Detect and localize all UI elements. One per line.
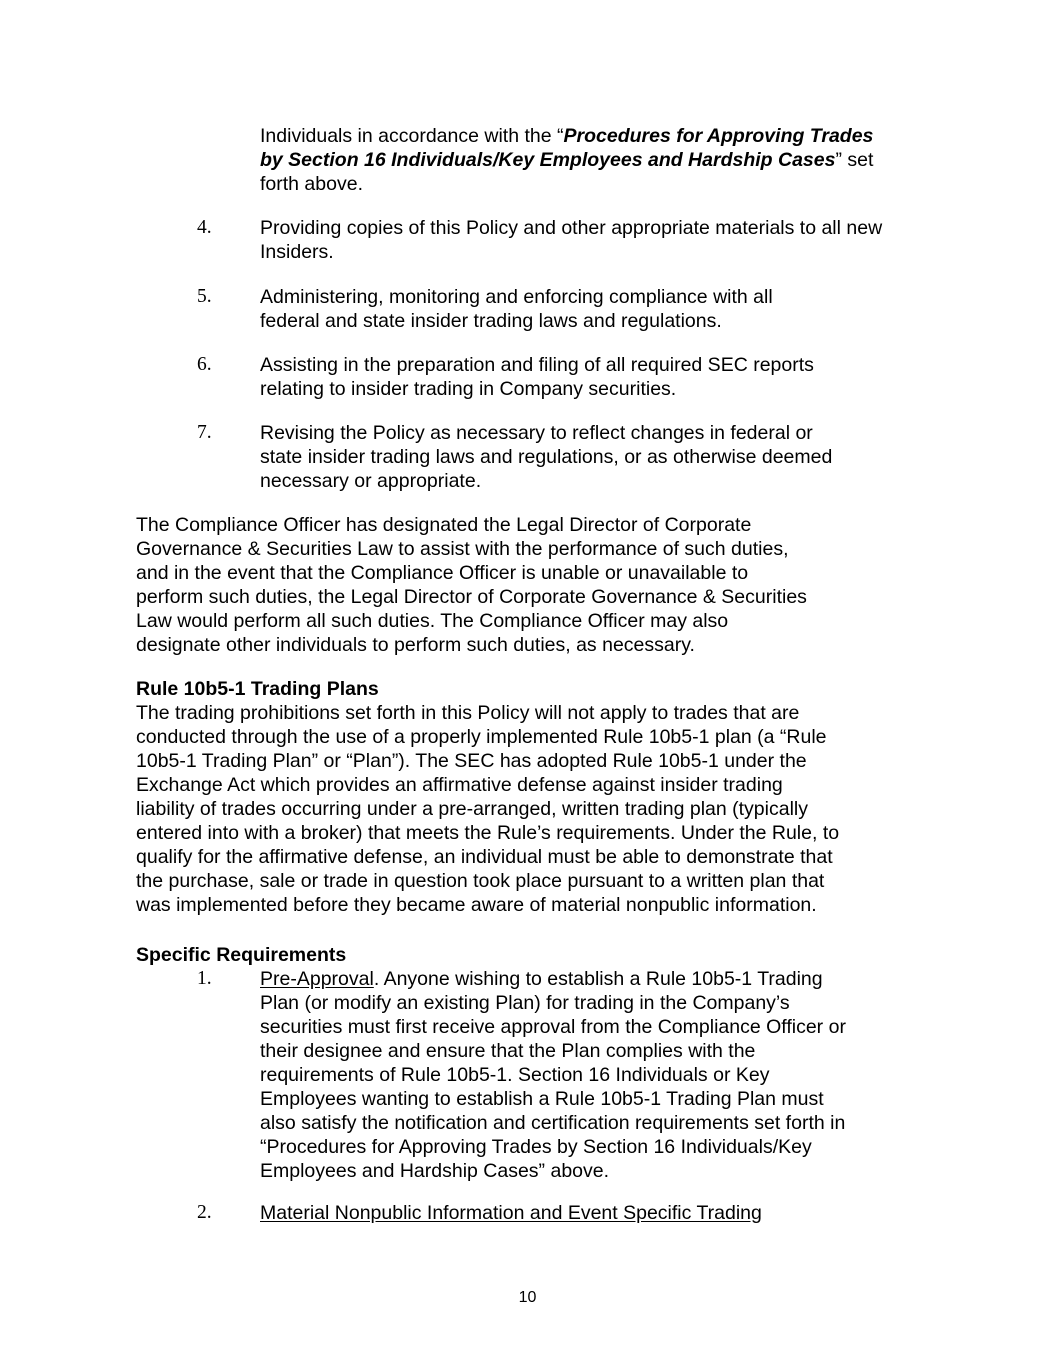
- continuation-paragraph: [260, 124, 873, 196]
- requirement-title: Material Nonpublic Information and Event Specific Trading: [260, 1202, 762, 1224]
- text-line: qualify for the affirmative defense, an individual must be able to demonstrate that: [136, 846, 833, 868]
- text-line: liability of trades occurring under a pre-arranged, written trading plan (typically: [136, 798, 808, 820]
- list-number: 4.: [197, 217, 212, 238]
- rule-10b5-1-section: [136, 677, 839, 917]
- list-number: 7.: [197, 422, 212, 443]
- requirement-title: Pre-Approval: [260, 968, 374, 990]
- text-line: state insider trading laws and regulations, or as otherwise deemed: [260, 446, 833, 468]
- text-fragment: ” set: [835, 149, 874, 171]
- text-line: “Procedures for Approving Trades by Section 16 Individuals/Key: [260, 1136, 812, 1158]
- text-line: forth above.: [260, 173, 363, 195]
- text-line: Plan (or modify an existing Plan) for trading in the Company’s: [260, 992, 790, 1014]
- procedures-reference-emphasis: Procedures for Approving Trades: [563, 125, 874, 147]
- list-number: 5.: [197, 286, 212, 307]
- text-line: federal and state insider trading laws and regulations.: [260, 310, 722, 332]
- text-line: Administering, monitoring and enforcing compliance with all: [260, 286, 773, 308]
- text-line: Governance & Securities Law to assist with the performance of such duties,: [136, 538, 789, 560]
- section-heading: Rule 10b5-1 Trading Plans: [136, 678, 379, 700]
- text-line: securities must first receive approval from the Compliance Officer or: [260, 1016, 846, 1038]
- text-line: The trading prohibitions set forth in this Policy will not apply to trades that are: [136, 702, 800, 724]
- text-line: 10b5-1 Trading Plan” or “Plan”). The SEC has adopted Rule 10b5-1 under the: [136, 750, 807, 772]
- text-line: entered into with a broker) that meets the Rule’s requirements. Under the Rule, to: [136, 822, 840, 844]
- specific-requirements-section: [136, 943, 346, 967]
- text-line: and in the event that the Compliance Officer is unable or unavailable to: [136, 562, 749, 584]
- text-line: Law would perform all such duties. The Compliance Officer may also: [136, 610, 729, 632]
- text-line: was implemented before they became aware of material nonpublic information.: [136, 894, 817, 916]
- text-line: perform such duties, the Legal Director of Corporate Governance & Securities: [136, 586, 807, 608]
- text-line: Exchange Act which provides an affirmative defense against insider trading: [136, 774, 783, 796]
- designation-paragraph: [136, 513, 807, 657]
- text-line: Providing copies of this Policy and other appropriate materials to all new: [260, 217, 883, 239]
- text-line: designate other individuals to perform such duties, as necessary.: [136, 634, 695, 656]
- procedures-reference-emphasis: by Section 16 Individuals/Key Employees and Hardship Cases: [260, 149, 836, 171]
- text-fragment: Individuals in accordance with the “: [260, 125, 564, 147]
- duty-item-4: [260, 216, 882, 264]
- text-line: Employees wanting to establish a Rule 10b5-1 Trading Plan must: [260, 1088, 824, 1110]
- text-line: necessary or appropriate.: [260, 470, 482, 492]
- list-number: 1.: [197, 968, 212, 989]
- duty-item-6: [260, 353, 814, 401]
- page-number: 10: [518, 1289, 537, 1306]
- text-line: The Compliance Officer has designated the Legal Director of Corporate: [136, 514, 752, 536]
- text-line: relating to insider trading in Company securities.: [260, 378, 677, 400]
- text-line: Employees and Hardship Cases” above.: [260, 1160, 610, 1182]
- text-fragment: . Anyone wishing to establish a Rule 10b5-1 Trading: [373, 968, 823, 990]
- text-line: Revising the Policy as necessary to reflect changes in federal or: [260, 422, 813, 444]
- text-line: requirements of Rule 10b5-1. Section 16 Individuals or Key: [260, 1064, 770, 1086]
- list-number: 2.: [197, 1202, 212, 1223]
- duty-item-5: [260, 285, 773, 333]
- requirement-item-pre-approval: [260, 967, 846, 1183]
- text-line: their designee and ensure that the Plan complies with the: [260, 1040, 756, 1062]
- text-line: also satisfy the notification and certification requirements set forth in: [260, 1112, 846, 1134]
- text-line: Assisting in the preparation and filing of all required SEC reports: [260, 354, 814, 376]
- section-heading: Specific Requirements: [136, 944, 347, 966]
- text-line: the purchase, sale or trade in question took place pursuant to a written plan that: [136, 870, 825, 892]
- requirement-item-material-nonpublic-info: [260, 1201, 762, 1225]
- duty-item-7: [260, 421, 832, 493]
- list-number: 6.: [197, 354, 212, 375]
- text-line: Insiders.: [260, 241, 334, 263]
- text-line: conducted through the use of a properly implemented Rule 10b5-1 plan (a “Rule: [136, 726, 827, 748]
